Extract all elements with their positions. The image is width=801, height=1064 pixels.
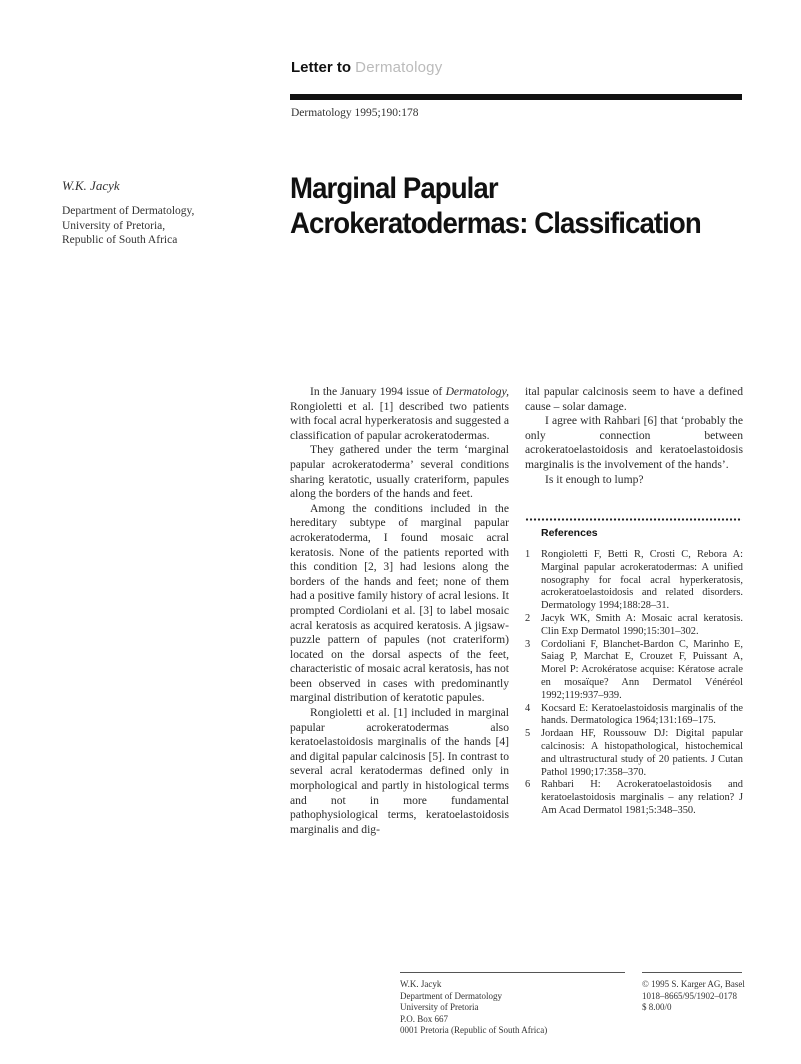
reference-item [525, 549, 743, 613]
body-column-1 [290, 385, 509, 837]
footer-rule [642, 972, 742, 973]
paragraph: In the January 1994 issue of Dermatology, Rongioletti et al. [1] described two patients with focal acral hyperkeratosis and suggested a classification of papular acrokeratodermas. [290, 385, 509, 442]
copyright: © 1995 S. Karger AG, Basel 1018–8665/95/1902–0178 $ 8.00/0 [642, 979, 745, 1012]
reference-item [525, 728, 743, 779]
reference-text: Jacyk WK, Smith A: Mosaic acral keratosis. Clin Exp Dermatol 1990;15:301–302. [541, 612, 743, 637]
paragraph: Is it enough to lump? [545, 472, 644, 486]
reference-text: Jordaan HF, Roussouw DJ: Digital papular calcinosis: A histopathological, histochemical and ultrastructural study of 20 patients. J Cutan Pathol 1990;17:358–370. [541, 728, 743, 778]
paragraph: ital papular calcinosis seem to have a defined cause – solar damage. [525, 385, 743, 413]
header-rule [290, 94, 742, 100]
series-header: Letter to Dermatology [291, 59, 443, 76]
reference-item [525, 779, 743, 817]
paragraph: They gathered under the term ‘marginal papular acrokeratoderma’ several conditions sharing keratotic, usually crateriform, papules along the borders of the hands and feet. [290, 443, 509, 501]
reference-list [525, 549, 743, 818]
reference-text: Rongioletti F, Betti R, Crosti C, Rebora A: Marginal papular acrokeratodermas: A unified nosography for focal acral hyperkeratosis, acrokeratoelastoidosis and related disorders. Dermatology 1994;188:28–31. [541, 549, 743, 612]
correspondence-address: W.K. Jacyk Department of Dermatology University of Pretoria P.O. Box 667 0001 Pretoria (Republic of South Africa) [400, 979, 548, 1035]
reference-number: 1 [525, 549, 531, 560]
reference-text: Rahbari H: Acrokeratoelastoidosis and keratoelastoidosis marginalis – any relation? J Am Acad Dermatol 1981;5:348–350. [541, 779, 743, 816]
author-name: W.K. Jacyk [62, 178, 120, 193]
reference-item [525, 613, 743, 639]
paragraph: Rongioletti et al. [1] included in marginal papular acrokeratodermas also keratoelastoidosis marginalis of the hands [4] and digital papular calcinosis [5]. In contrast to several acral keratodermas defined only in morphological and partly in histological terms and not in more fundamental pathophysiological terms, keratoelastoidosis marginalis and dig- [290, 706, 509, 836]
reference-number: 4 [525, 702, 531, 714]
footer-rule [400, 972, 625, 973]
reference-item [525, 639, 743, 703]
reference-text: Kocsard E: Keratoelastoidosis marginalis of the hands. Dermatologica 1964;131:169–175. [541, 702, 743, 727]
reference-number: 5 [525, 728, 531, 740]
reference-number: 6 [525, 779, 531, 791]
author-affiliation: Department of Dermatology, University of Pretoria, Republic of South Africa [62, 205, 195, 246]
reference-item [525, 703, 743, 729]
paragraph: Among the conditions included in the hereditary subtype of marginal papular acrokeratoderma, I found mosaic acral keratosis. None of the patients reported with this condition [2, 3] had lesions along the borders of the hands and feet; none of them had a positive family history of acral lesions. It prompted Cordiolani et al. [3] to label mosaic acral keratosis as acquired keratosis. A jigsaw-puzzle pattern of papules (not crateriform) located on the dorsal aspects of the feet, characteristic of mosaic acral keratosis, has not been observed in cases with predominantly marginal distribution of keratotic papules. [290, 501, 509, 705]
reference-number: 2 [525, 612, 531, 624]
paragraph: I agree with Rahbari [6] that ‘probably the only connection between acrokeratoelastoidosis and keratoelastoidosis marginalis is the involvement of the hands’. [525, 414, 743, 471]
body-column-2 [525, 385, 743, 487]
reference-text: Cordoliani F, Blanchet-Bardon C, Marinho E, Saiag P, Marchat E, Crouzet F, Puissant A, Morel P: Acrokératose acquise: Kératose acrale en mosaïque? Ann Dermatol Vénéréol 1992;119:937–939. [541, 638, 743, 701]
dotted-divider [525, 518, 742, 521]
article-title: Marginal Papular Acrokeratodermas: Classification [290, 172, 701, 240]
references-heading: References [541, 527, 598, 539]
citation: Dermatology 1995;190:178 [291, 107, 419, 119]
journal-logo: Dermatology [355, 59, 443, 76]
reference-number: 3 [525, 638, 531, 650]
